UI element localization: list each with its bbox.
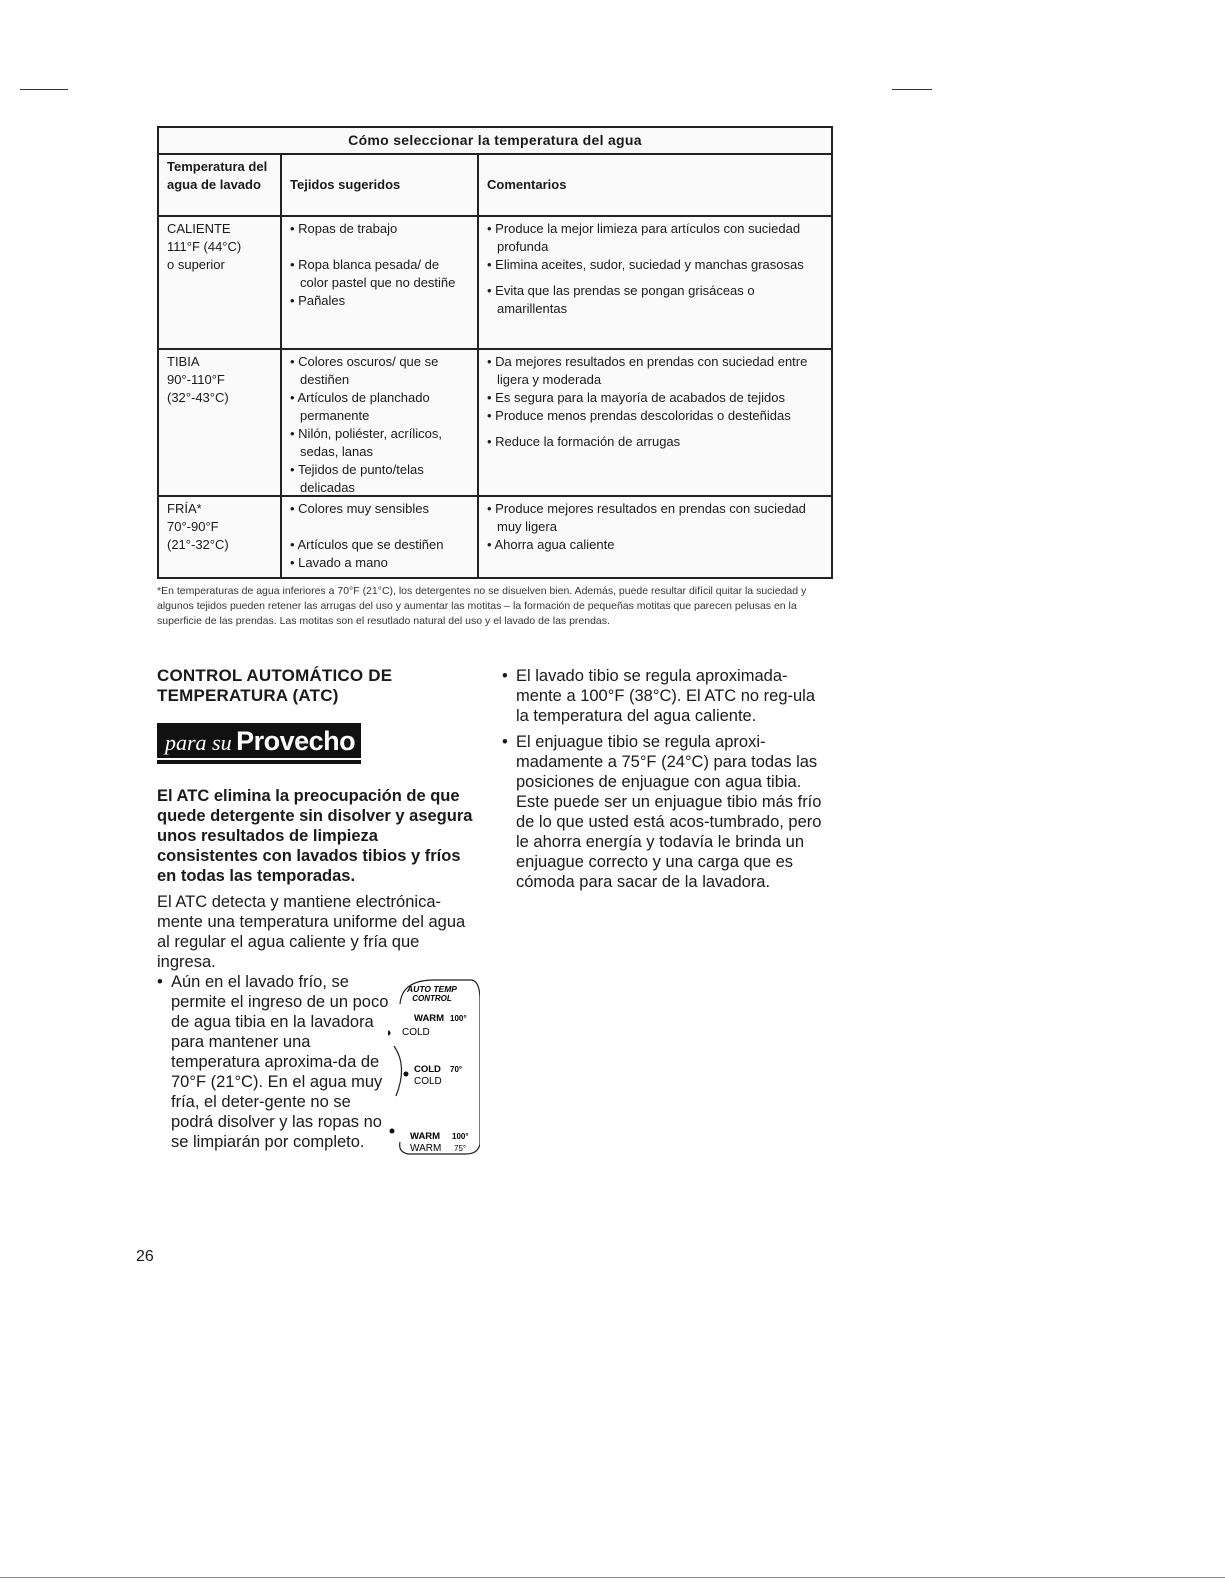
table-title: Cómo seleccionar la temperatura del agua xyxy=(159,128,831,155)
row-warm-fabrics xyxy=(282,350,479,497)
water-temperature-table xyxy=(157,126,833,579)
section-title: CONTROL AUTOMÁTICO DE TEMPERATURA (ATC) xyxy=(157,666,393,705)
row-cold-temp xyxy=(159,497,282,577)
para-su-provecho-logo xyxy=(157,723,361,760)
warm-wash-bullet: • El lavado tibio se regula aproximada-mente a 100°F (38°C). El ATC no reg-ula la temperatura del agua caliente. xyxy=(502,666,832,726)
atc-benefit-paragraph: El ATC elimina la preocupación de que quede detergente sin disolver y asegura unos resultados de limpieza consistentes con lavados tibios y fríos en todas las temporadas. xyxy=(157,787,473,885)
temp-label: TIBIA xyxy=(167,354,200,369)
temp-range-f: 90°-110°F xyxy=(167,372,225,387)
list-item: • Reduce la formación de arrugas xyxy=(487,433,823,451)
badge-small-text: para su xyxy=(165,730,232,755)
row-warm-temp xyxy=(159,350,282,497)
atc-description-paragraph: El ATC detecta y mantiene electrónica-mente una temperatura uniforme del agua al regular el agua caliente y fría que ingresa. xyxy=(157,893,466,971)
auto-temp-control-dial xyxy=(388,976,480,1156)
row-hot-fabrics xyxy=(282,217,479,350)
dial-dot-1 xyxy=(388,1031,391,1036)
temp-range-c: (32°-43°C) xyxy=(167,390,229,405)
dial-warm-value: 100° xyxy=(450,1014,467,1023)
badge-big-text: Provecho xyxy=(236,726,356,756)
row-cold-fabrics xyxy=(282,497,479,577)
list-item: • Colores muy sensibles xyxy=(290,500,469,518)
list-item: • Artículos que se destiñen xyxy=(290,536,469,554)
row-cold-comments xyxy=(479,497,831,577)
list-item: • Produce mejores resultados en prendas con suciedad muy ligera xyxy=(487,500,823,536)
list-item: • Nilón, poliéster, acrílicos, sedas, lanas xyxy=(290,425,469,461)
dial-warm-label: WARM xyxy=(414,1013,445,1024)
dial-cold-label: COLD xyxy=(402,1027,430,1038)
list-item: • Produce la mejor limieza para artículos con suciedad profunda xyxy=(487,220,823,256)
dial-cold70-label: COLD xyxy=(414,1064,441,1075)
dial-illustration xyxy=(388,976,480,1156)
dial-dot-3 xyxy=(390,1129,395,1134)
list-item: • Colores oscuros/ que se destiñen xyxy=(290,353,469,389)
cold-wash-bullet: • Aún en el lavado frío, se permite el ingreso de un poco de agua tibia en la lavadora para mantener una temperatura aproxima-da de 70°F (21°C). En el agua muy fría, el deter-gente no se podrá disolver y las ropas no se limpiarán por completo. xyxy=(157,972,389,1152)
row-hot-comments xyxy=(479,217,831,350)
list-item: • Ropa blanca pesada/ de color pastel que no destiñe xyxy=(290,256,469,292)
bottom-rule xyxy=(0,1577,1225,1578)
list-item: • Artículos de planchado permanente xyxy=(290,389,469,425)
header-temperature: Temperatura del agua de lavado xyxy=(159,155,282,217)
temp-range-c: o superior xyxy=(167,257,225,272)
page-number: 26 xyxy=(136,1248,154,1265)
temp-label: FRÍA* xyxy=(167,501,202,516)
dial-warm100b-value: 100° xyxy=(452,1132,469,1141)
dial-title-1: AUTO TEMP xyxy=(407,984,457,994)
temp-range-c: (21°-32°C) xyxy=(167,537,229,552)
dial-cold2-label: COLD xyxy=(414,1076,442,1087)
dial-warm100b-label: WARM xyxy=(410,1131,441,1142)
list-item: • Ropas de trabajo xyxy=(290,220,469,238)
list-item: • Da mejores resultados en prendas con suciedad entre ligera y moderada xyxy=(487,353,823,389)
dial-warm75-label: WARM xyxy=(410,1143,442,1154)
list-item: • Elimina aceites, sudor, suciedad y manchas grasosas xyxy=(487,256,823,274)
list-item: • Ahorra agua caliente xyxy=(487,536,823,554)
dial-dot-2 xyxy=(404,1072,409,1077)
list-item: • Es segura para la mayoría de acabados de tejidos xyxy=(487,389,823,407)
header-fabrics: Tejidos sugeridos xyxy=(282,155,479,217)
temp-range-f: 111°F (44°C) xyxy=(167,239,242,254)
header-rule-left xyxy=(20,89,68,90)
list-item: • Produce menos prendas descoloridas o desteñidas xyxy=(487,407,823,425)
row-warm-comments xyxy=(479,350,831,497)
list-item: • Evita que las prendas se pongan grisáceas o amarillentas xyxy=(487,282,823,318)
table-footnote: *En temperaturas de agua inferiores a 70°F (21°C), los detergentes no se disuelven bien. Además, puede resultar difícil quitar la suciedad y algunos tejidos pueden retener las arrugas del uso y aumentar las motitas – la formación de pequeñas motitas que parecen pelusas en la superficie de las prendas. Las motitas son el resutlado natural del uso y el lavado de las prendas. xyxy=(157,585,807,627)
row-hot-temp xyxy=(159,217,282,350)
header-comments: Comentarios xyxy=(479,155,831,217)
right-column xyxy=(502,666,832,898)
temp-label: CALIENTE xyxy=(167,221,231,236)
list-item: • Pañales xyxy=(290,292,469,310)
list-item: • Tejidos de punto/telas delicadas xyxy=(290,461,469,497)
dial-warm75-value: 75° xyxy=(454,1144,467,1153)
dial-title-2: CONTROL xyxy=(412,994,452,1003)
warm-rinse-bullet: • El enjuague tibio se regula aproxi-madamente a 75°F (24°C) para todas las posiciones de enjuague con agua tibia. Este puede ser un enjuague tibio más frío de lo que usted está acos-tumbrado, pero le ahorra energía y todavía le brinda un enjuague correcto y una carga que es cómoda para sacar de la lavadora. xyxy=(502,732,832,892)
header-rule-right xyxy=(892,89,932,90)
dial-cold70-value: 70° xyxy=(450,1065,463,1074)
temp-range-f: 70°-90°F xyxy=(167,519,219,534)
list-item: • Lavado a mano xyxy=(290,554,469,572)
